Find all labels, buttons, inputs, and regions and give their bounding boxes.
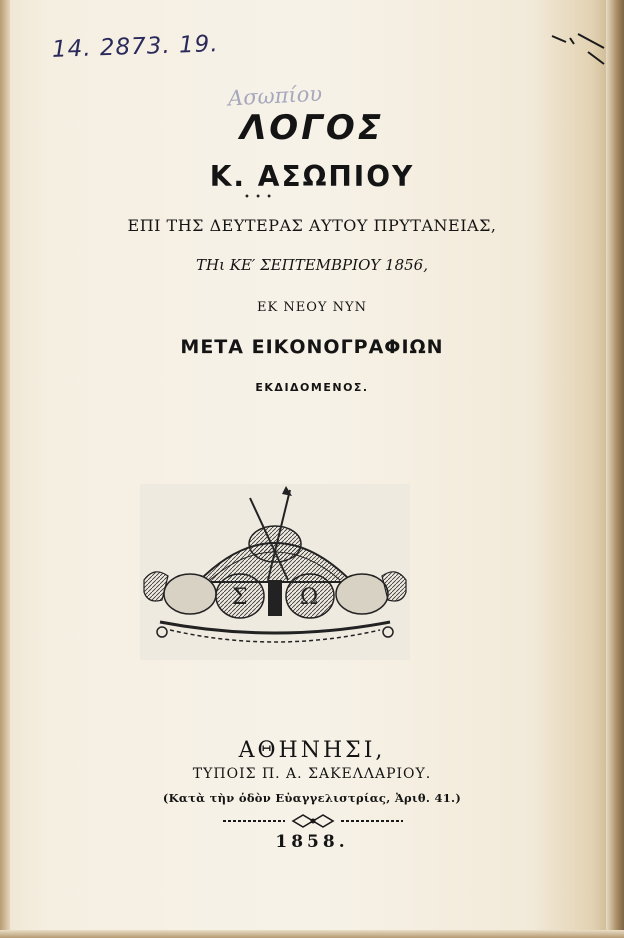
handwritten-shelfmark: 14. 2873. 19.: [51, 31, 220, 63]
svg-text:Σ: Σ: [232, 585, 248, 610]
svg-text:Ω: Ω: [300, 585, 319, 610]
divider-ornament: [223, 813, 403, 829]
book-subtitle: ΕΠΙ ΤΗΣ ΔΕΥΤΕΡΑΣ ΑΥΤΟΥ ΠΡΥΤΑΝΕΙΑΣ,: [127, 216, 497, 235]
book-title: ΛΟΓΟΣ: [239, 108, 384, 148]
dots-ornament: • • •: [244, 192, 274, 203]
page-bottom-edge: [0, 930, 624, 938]
imprint-address: (Κατὰ τὴν ὁδὸν Εὐαγγελιστρίας, Ἀριθ. 41.): [162, 791, 462, 805]
published-line: ΕΚΔΙΔΟΜΕΝΟΣ.: [255, 381, 369, 394]
reissue-line: ΕΚ ΝΕΟΥ ΝΥΝ: [257, 300, 367, 315]
printer-vignette-ornament: [140, 484, 410, 660]
imprint-city: ΑΘΗΝΗΣΙ,: [238, 738, 386, 763]
imprint-printer: ΤΥΠΟΙΣ Π. Α. ΣΑΚΕΛΛΑΡΙΟΥ.: [192, 766, 432, 782]
corner-pen-marks: [548, 30, 606, 66]
book-author: Κ. ΑΣΩΠΙΟΥ: [209, 160, 415, 193]
imprint-year: 1858.: [275, 832, 349, 852]
handwritten-owner-note: Ασωπίου: [227, 81, 323, 111]
speech-date: ΤΗι ΚΕ′ ΣΕΠΤΕΜΒΡΙΟΥ 1856,: [196, 256, 428, 274]
illustrations-line: ΜΕΤΑ ΕΙΚΟΝΟΓΡΑΦΙΩΝ: [180, 336, 444, 358]
